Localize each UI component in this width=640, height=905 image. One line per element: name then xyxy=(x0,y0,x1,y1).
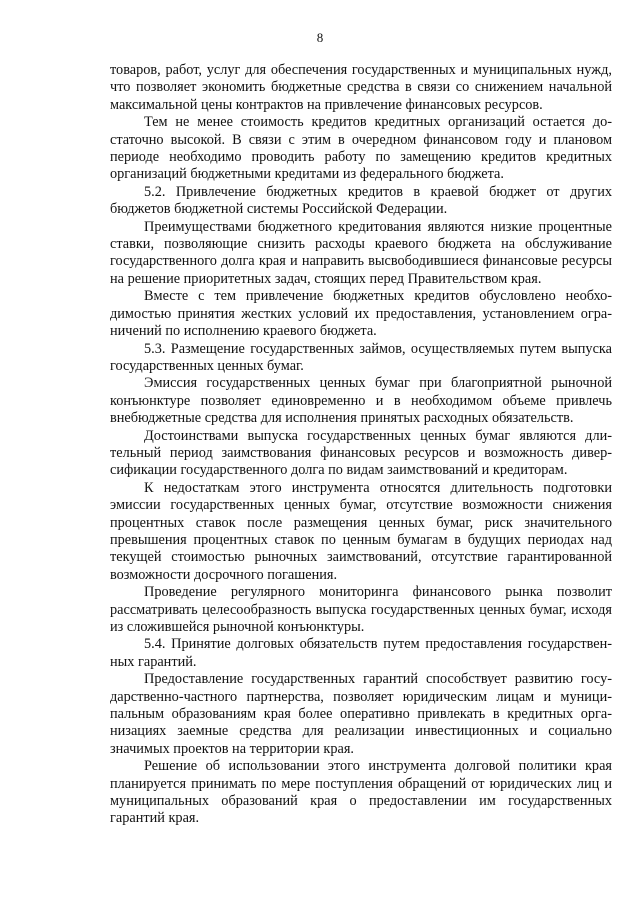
document-body xyxy=(110,62,612,828)
paragraph-2: Тем не менее стоимость кредитов кредитных организаций остается достаточно высокой. В связи с этим в очередном финансовом году и плановом периоде необходимо проводить работу по замещению кредитов кредитных организаций бюджетными кредитами из федерального бюджета. xyxy=(110,114,612,183)
paragraph-4: Вместе с тем привлечение бюджетных кредитов обусловлено необходимостью принятия жестких условий их предоставления, установлением ограничений по исполнению краевого бюджета. xyxy=(110,288,612,340)
page-number: 8 xyxy=(316,30,324,45)
paragraph-6: Достоинствами выпуска государственных ценных бумаг являются длительный период заимствования финансовых ресурсов и возможность диверсификации государственного долга по видам заимствований и кредиторам. xyxy=(110,427,612,479)
paragraph-9: Предоставление государственных гарантий способствует развитию государственно-частного партнерства, позволяет юридическим лицам и муниципальным образованиям края более оперативно привлекать в кредитных организациях заемные средства для реализации инвестиционных и социально значимых проектов на территории края. xyxy=(110,671,612,757)
paragraph-5: Эмиссия государственных ценных бумаг при благоприятной рыночной конъюнктуре позволяет единовременно и в необходимом объеме привлечь внебюджетные средства для исполнения принятых расходных обязательств. xyxy=(110,375,612,427)
paragraph-10: Решение об использовании этого инструмента долговой политики края планируется принимать по мере поступления обращений от юридических лиц и муниципальных образований края о предоставлении им государственных гарантий края. xyxy=(110,758,612,827)
paragraph-3: Преимуществами бюджетного кредитования являются низкие процентные ставки, позволяющие снизить расходы краевого бюджета на обслуживание государственного долга края и направить высвободившиеся финансовые ресурсы на решение приоритетных задач, стоящих перед Правительством края. xyxy=(110,218,612,287)
paragraph-7: К недостаткам этого инструмента относятся длительность подготовки эмиссии государственных ценных бумаг, отсутствие возможности снижения процентных ставок после размещения ценных бумаг, риск значительного превышения процентных ставок по ценным бумагам в будущих периодах над текущей стоимостью рыночных заимствований, отсутствие гарантированной возможности досрочного погашения. xyxy=(110,479,612,583)
paragraph-1: товаров, работ, услуг для обеспечения государственных и муниципальных нужд, что позволяет экономить бюджетные средства в связи со снижением начальной максимальной цены контрактов на привлечение финансовых ресурсов. xyxy=(110,62,612,113)
paragraph-8: Проведение регулярного мониторинга финансового рынка позволит рассматривать целесообразность выпуска государственных ценных бумаг, исходя из сложившейся рыночной конъюнктуры. xyxy=(110,584,612,635)
section-heading-5-3: 5.3. Размещение государственных займов, осуществляемых путем выпуска государственных ценных бумаг. xyxy=(110,340,612,374)
section-heading-5-4: 5.4. Принятие долговых обязательств путем предоставления государственных гарантий. xyxy=(110,636,612,670)
section-heading-5-2: 5.2. Привлечение бюджетных кредитов в краевой бюджет от других бюджетов бюджетной системы Российской Федерации. xyxy=(110,183,612,218)
